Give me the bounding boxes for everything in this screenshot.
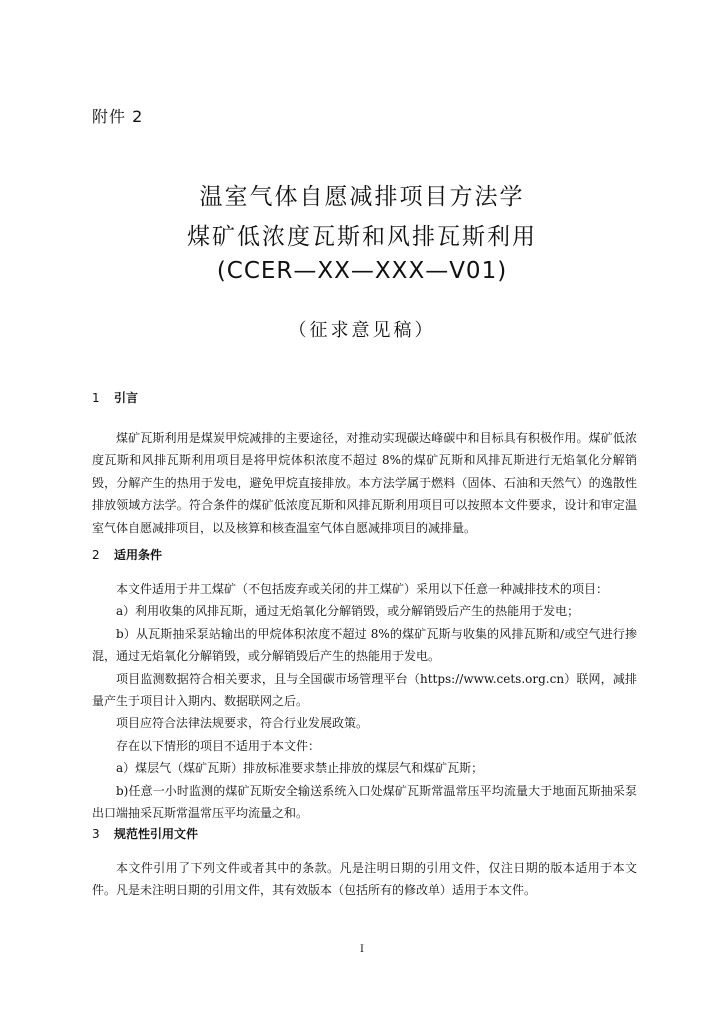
list-item: b）从瓦斯抽采泵站输出的甲烷体积浓度不超过 8%的煤矿瓦斯与收集的风排瓦斯和/或空气进行掺混，通过无焰氧化分解销毁，或分解销毁后产生的热能用于发电。 xyxy=(92,626,637,664)
section-number: 3 xyxy=(92,826,100,841)
document-code: (CCER—XX—XXX—V01) xyxy=(216,258,508,284)
paragraph: 本文件适用于井工煤矿（不包括废弃或关闭的井工煤矿）采用以下任意一种减排技术的项目： xyxy=(116,582,609,596)
section-body xyxy=(92,857,637,902)
section-heading xyxy=(92,825,198,842)
annex-label: 附件 2 xyxy=(92,107,144,126)
section-number: 1 xyxy=(92,390,100,405)
section-title: 规范性引用文件 xyxy=(114,827,199,841)
section-body xyxy=(92,427,637,539)
list-item: b)任意一小时监测的煤矿瓦斯安全输送系统入口处煤矿瓦斯常温常压平均流量大于地面瓦斯抽采泵出口端抽采瓦斯常温常压平均流量之和。 xyxy=(92,783,637,821)
document-title: 温室气体自愿减排项目方法学 xyxy=(199,184,525,210)
list-item: a）煤层气（煤矿瓦斯）排放标准要求禁止排放的煤层气和煤矿瓦斯； xyxy=(116,761,484,776)
paragraph: 项目监测数据符合相关要求，且与全国碳市场管理平台（https://www.cets.org.cn）联网，减排量产生于项目计入期内、数据联网之后。 xyxy=(92,671,637,709)
paragraph: 煤矿瓦斯利用是煤炭甲烷减排的主要途径，对推动实现碳达峰碳中和目标具有积极作用。煤矿低浓度瓦斯和风排瓦斯利用项目是将甲烷体积浓度不超过 8%的煤矿瓦斯和风排瓦斯进行无焰氧化分解销毁，分解产生的热用于发电，避免甲烷直接排放。本方法学属于燃料（固体、石油和天然气）的逸散性排放领域方法学。符合条件的煤矿低浓度瓦斯和风排瓦斯利用项目可以按照本文件要求，设计和审定温室气体自愿减排项目，以及核算和核查温室气体自愿减排项目的减排量。 xyxy=(92,431,637,535)
draft-note: （征求意见稿） xyxy=(288,320,436,341)
section-heading xyxy=(92,389,138,406)
section-body xyxy=(92,578,637,824)
section-heading xyxy=(92,546,162,563)
paragraph: 项目应符合法律法规要求，符合行业发展政策。 xyxy=(116,716,369,731)
paragraph: 本文件引用了下列文件或者其中的条款。凡是注明日期的引用文件，仅注日期的版本适用于本文件。凡是未注明日期的引用文件，其有效版本（包括所有的修改单）适用于本文件。 xyxy=(92,861,637,898)
page-number: I xyxy=(360,944,364,955)
section-number: 2 xyxy=(92,547,100,562)
section-title: 引言 xyxy=(114,391,139,405)
document-subtitle: 煤矿低浓度瓦斯和风排瓦斯利用 xyxy=(187,224,537,250)
list-item: a）利用收集的风排瓦斯，通过无焰氧化分解销毁，或分解销毁后产生的热能用于发电； xyxy=(116,604,580,619)
paragraph: 存在以下情形的项目不适用于本文件： xyxy=(116,738,321,753)
section-title: 适用条件 xyxy=(114,548,163,562)
